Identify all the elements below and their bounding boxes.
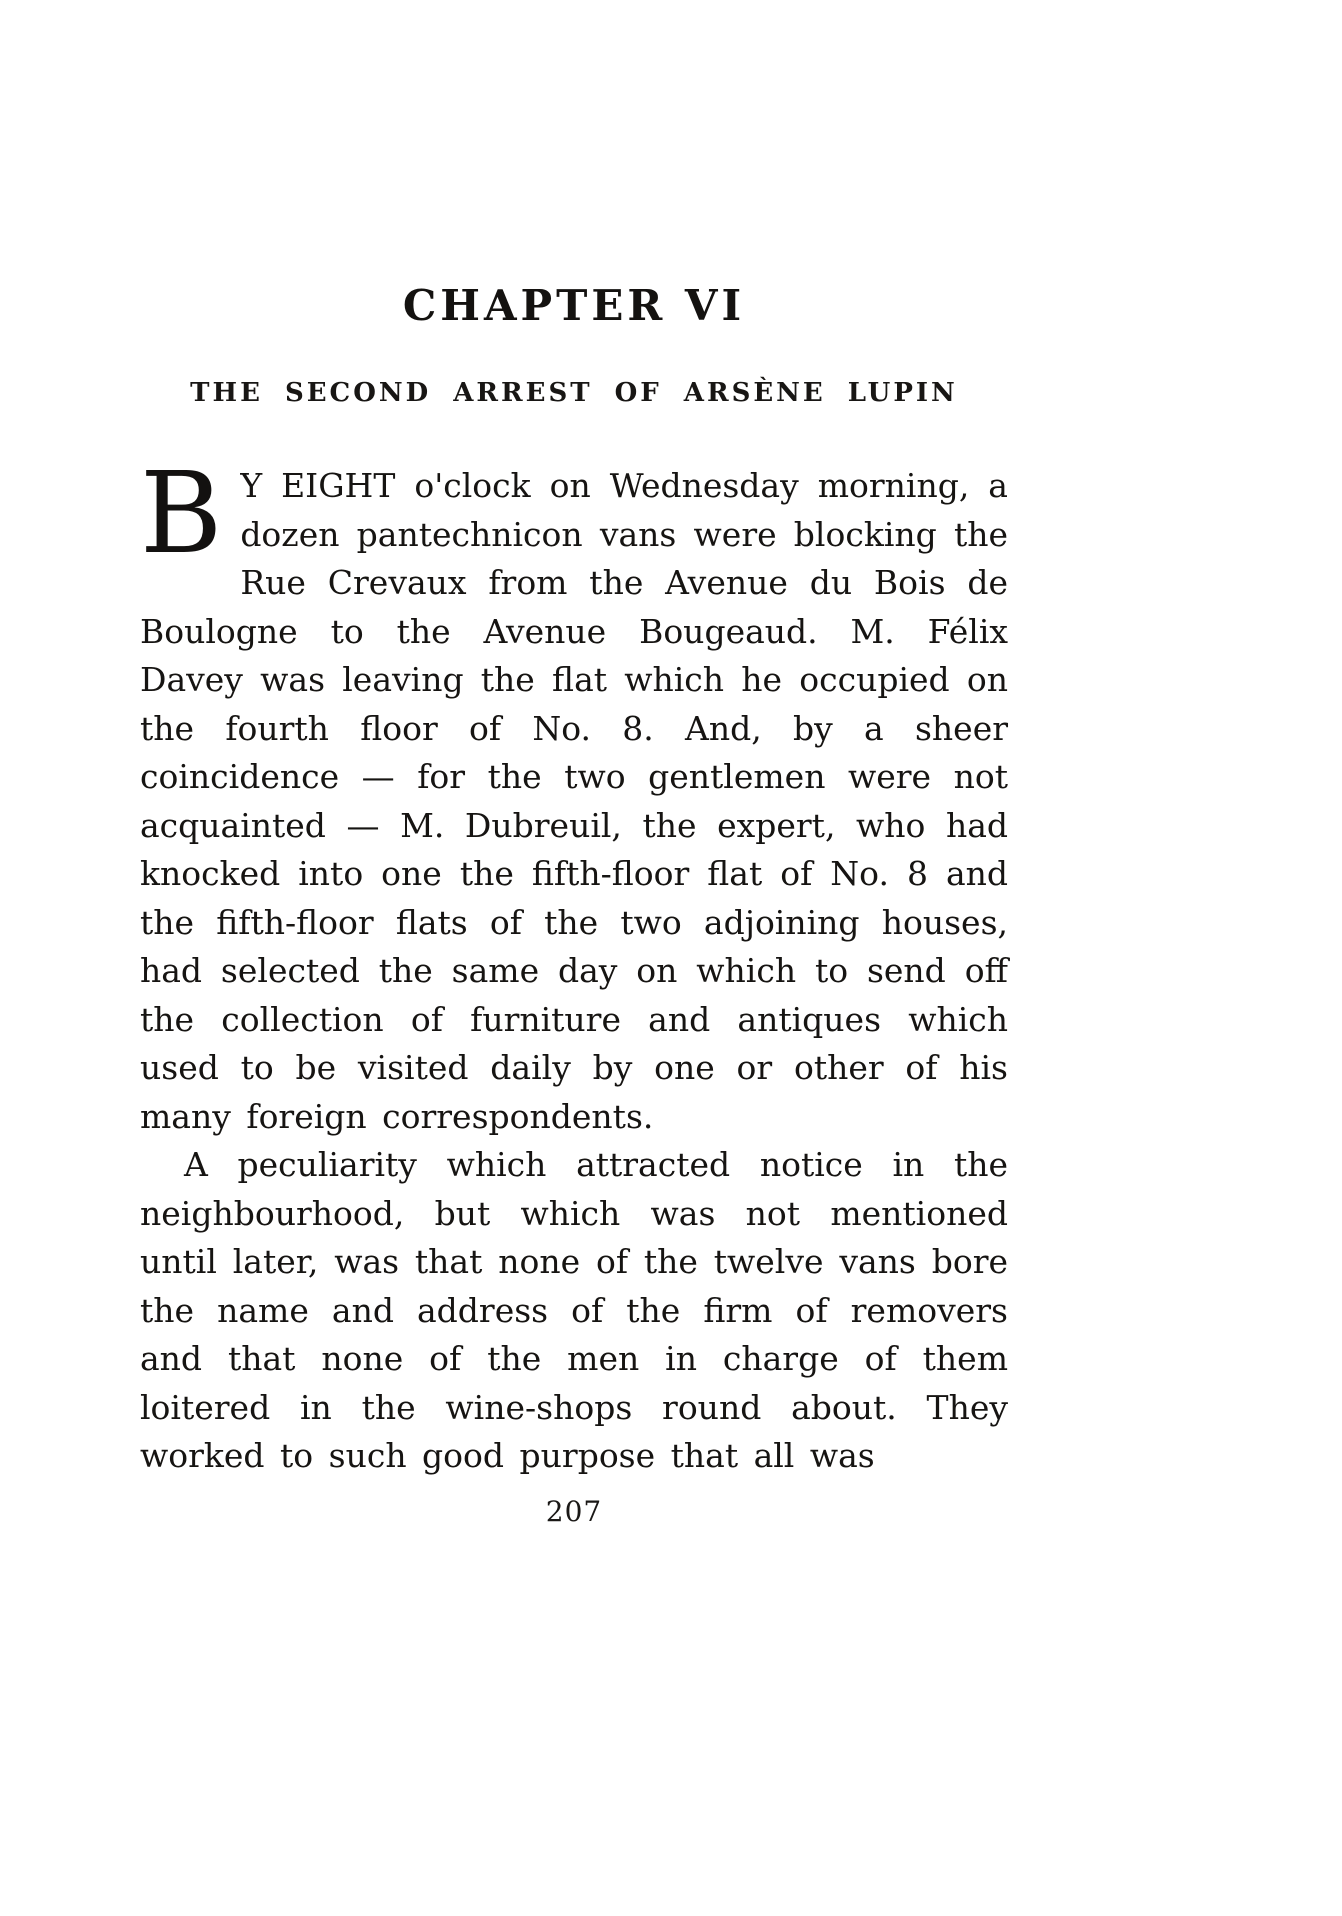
chapter-title: CHAPTER VI <box>402 281 746 330</box>
chapter-subtitle: THE SECOND ARREST OF ARSÈNE LUPIN <box>190 378 958 408</box>
paragraph-1 <box>140 449 1008 1141</box>
paragraph-2: A peculiarity which attracted notice in the neighbourhood, but which was not mentioned until later, was that none of the twelve vans bore the name and address of the firm of removers and that none of the men in charge of them loitered in the wine-shops round about. They worked to such good purpose that all was <box>140 1145 1008 1475</box>
paragraph-1-text: Y EIGHT o'clock on Wednesday morning, a dozen pantechnicon vans were blocking the Rue Crevaux from the Avenue du Bois de Boulogne to the Avenue Bougeaud. M. Félix Davey was leaving the flat which he occupied on the fourth floor of No. 8. And, by a sheer coincidence — for the two gentlemen were not acquainted — M. Dubreuil, the expert, who had knocked into one the fifth-floor flat of No. 8 and the fifth-floor flats of the two adjoining houses, had selected the same day on which to send off the collection of furniture and antiques which used to be visited daily by one or other of his many foreign correspondents. <box>140 466 1008 1136</box>
page-number: 207 <box>545 1494 603 1528</box>
drop-cap: B <box>140 449 223 579</box>
body-text <box>140 449 1008 1481</box>
